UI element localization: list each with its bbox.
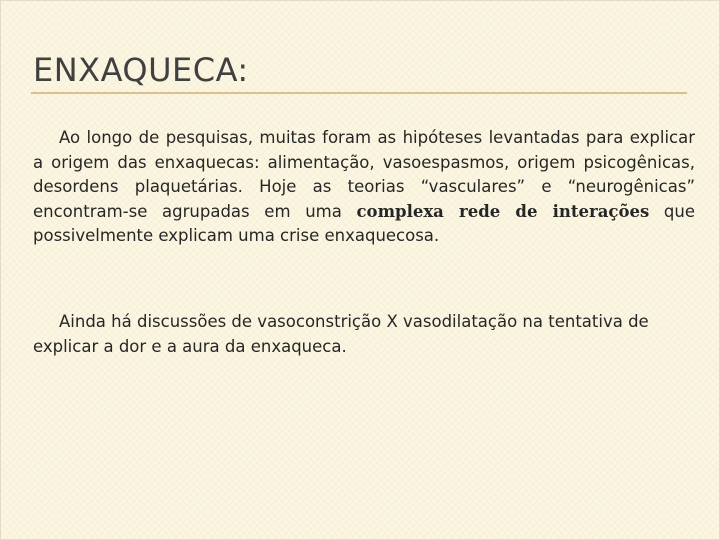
emphasis-complex-network: complexa rede de interações [356,201,650,221]
title-underline [31,92,687,94]
paragraph-hypotheses [33,126,695,249]
slide-title: ENXAQUECA: [33,51,249,89]
paragraph-discussions: Ainda há discussões de vasoconstrição X vasodilatação na tentativa de explicar a dor e a aura da enxaqueca. [33,312,649,356]
paragraph-hypotheses-ending: que possivelmente explicam uma crise enxaquecosa. [33,201,696,245]
paragraph-hypotheses-text: Ao longo de pesquisas, muitas foram as hipóteses levantadas para explicar a origem das enxaquecas: alimentação, vasoespasmos, origem psicogênicas, desordens plaquetárias. Hoje as teorias “vasculares” e “neurogênicas” encontram-se agrupadas em uma [33,128,695,221]
